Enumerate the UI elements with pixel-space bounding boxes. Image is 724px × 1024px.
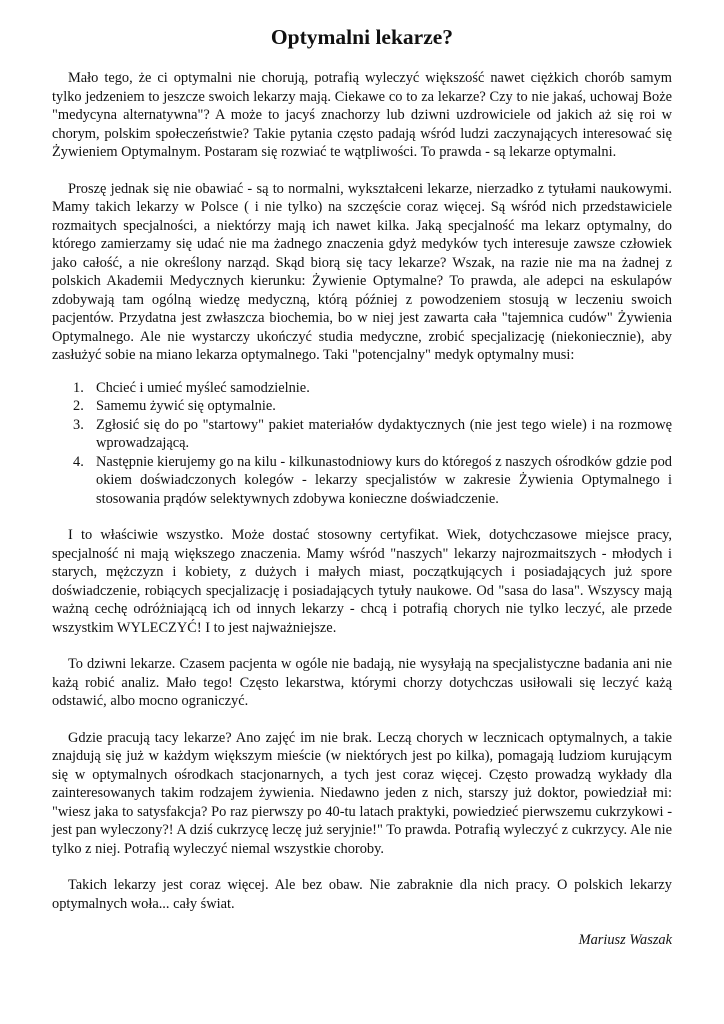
paragraph-strange-doctors: To dziwni lekarze. Czasem pacjenta w ogóle nie badają, nie wysyłają na specjalistyczne badania ani nie każą robić analiz. Mało tego! Często lekarstwa, którymi chorzy dotychczas usiłowali się leczyć każą odstawić, albo mocno ograniczyć.: [52, 656, 672, 709]
paragraph-intro: Mało tego, że ci optymalni nie chorują, potrafią wyleczyć większość nawet ciężkich chorób samym tylko jedzeniem to jeszcze swoich lekarzy mają. Ciekawe co to za lekarze? Czy to nie jakaś, uchowaj Boże "medycyna alternatywna"? A może to jacyś znachorzy lub dziwni uzdrowiciele od jakich aż się roi w chorym, polskim społeczeństwie? Takie pytania często padają wśród ludzi zaczynających interesować się Żywieniem Optymalnym. Postaram się rozwiać te wątpliwości. To prawda - są lekarze optymalni.: [52, 70, 672, 160]
paragraph-doctors: Proszę jednak się nie obawiać - są to normalni, wykształceni lekarze, nierzadko z tytułami naukowymi. Mamy takich lekarzy w Polsce ( i nie tylko) na szczęście coraz więcej. Są wśród nich przedstawiciele rozmaitych specjalności, a niektórzy mają ich nawet kilka. Jaką specjalność ma lekarz optymalny, do którego zamierzamy się udać nie ma żadnego znaczenia gdyż medyków tych interesuje zawsze człowiek jako całość, a nie określony narząd. Skąd biorą się tacy lekarze? Wszak, na razie nie ma na żadnej z polskich Akademii Medycznych kierunku: Żywienie Optymalne? To prawda, ale adepci na eskulapów zdobywają tam ogólną wiedzę medyczną, którą później z powodzeniem stosują w leczeniu swoich pacjentów. Przydatna jest zwłaszcza biochemia, bo w niej jest zawarta cała "tajemnica cudów" Żywienia Optymalnego. Ale nie wystarczy ukończyć studia medyczne, zrobić specjalizację (niekoniecznie), aby zasłużyć sobie na miano lekarza optymalnego. Taki "potencjalny" medyk optymalny musi:: [52, 180, 672, 363]
list-item-text: Chcieć i umieć myśleć samodzielnie.: [96, 379, 310, 396]
paragraph-closing: Takich lekarzy jest coraz więcej. Ale bez obaw. Nie zabraknie dla nich pracy. O polskich lekarzy optymalnych woła... cały świat.: [52, 877, 672, 912]
list-item: [52, 397, 672, 416]
list-item-number: 4.: [73, 453, 84, 470]
document-page: [52, 22, 672, 950]
paragraph-where-they-work: Gdzie pracują tacy lekarze? Ano zajęć im nie brak. Leczą chorych w lecznicach optymalnych, a takie znajdują się już w każdym większym mieście (w niektórych jest po kilka), pomagają ludziom kurującym się w optymalnych ośrodkach stacjonarnych, a tych jest coraz więcej. Często prowadzą wykłady dla zainteresowanych takim rodzajem żywienia. Niedawno jeden z nich, starszy już doktor, powiedział mi: "wiesz jaka to satysfakcja? Po raz pierwszy po 40-tu latach praktyki, powiedzieć pierwszemu cukrzykowi - jest pan wyleczony?! A dziś cukrzycę leczę już seryjnie!" To prawda. Potrafią wyleczyć z cukrzycy. Ale nie tylko z niej. Potrafią wyleczyć niemal wszystkie choroby.: [52, 729, 672, 857]
author-signature: Mariusz Waszak: [578, 932, 672, 948]
list-item: [52, 379, 672, 398]
list-item-number: 3.: [73, 416, 84, 433]
list-item: [52, 416, 672, 453]
list-item-number: 2.: [73, 398, 84, 414]
list-item-text: Następnie kierujemy go na kilu - kilkunastodniowy kurs do któregoś z naszych ośrodków gdzie pod okiem doświadczonych kolegów - lekarzy specjalistów w zakresie Żywienia Optymalnego i stosowania prądów selektywnych zdobywa konieczne doświadczenie.: [96, 453, 672, 507]
list-item-text: Zgłosić się do po "startowy" pakiet materiałów dydaktycznych (nie jest tego wiele) i na rozmowę wprowadzającą.: [96, 416, 672, 451]
list-item-text: Samemu żywić się optymalnie.: [96, 398, 276, 414]
list-item: [52, 453, 672, 509]
list-item-number: 1.: [73, 379, 84, 396]
page-title: Optymalni lekarze?: [270, 25, 454, 49]
paragraph-certificate: I to właściwie wszystko. Może dostać stosowny certyfikat. Wiek, dotychczasowe miejsce pracy, specjalność ni mają większego znaczenia. Mamy wśród "naszych" lekarzy najrozmaitszych - młodych i starych, mężczyzn i kobiety, z dużych i małych miast, początkujących i posiadających już spore doświadczenie, robiących specjalizację i posiadających tytuły naukowe. Od "sasa do lasa". Wszyscy mają ważną cechę odróżniającą ich od innych lekarzy - chcą i potrafią chorych nie tylko leczyć, ale przede wszystkim WYLECZYĆ! I to jest najważniejsze.: [52, 527, 672, 636]
requirements-list: [52, 379, 672, 509]
